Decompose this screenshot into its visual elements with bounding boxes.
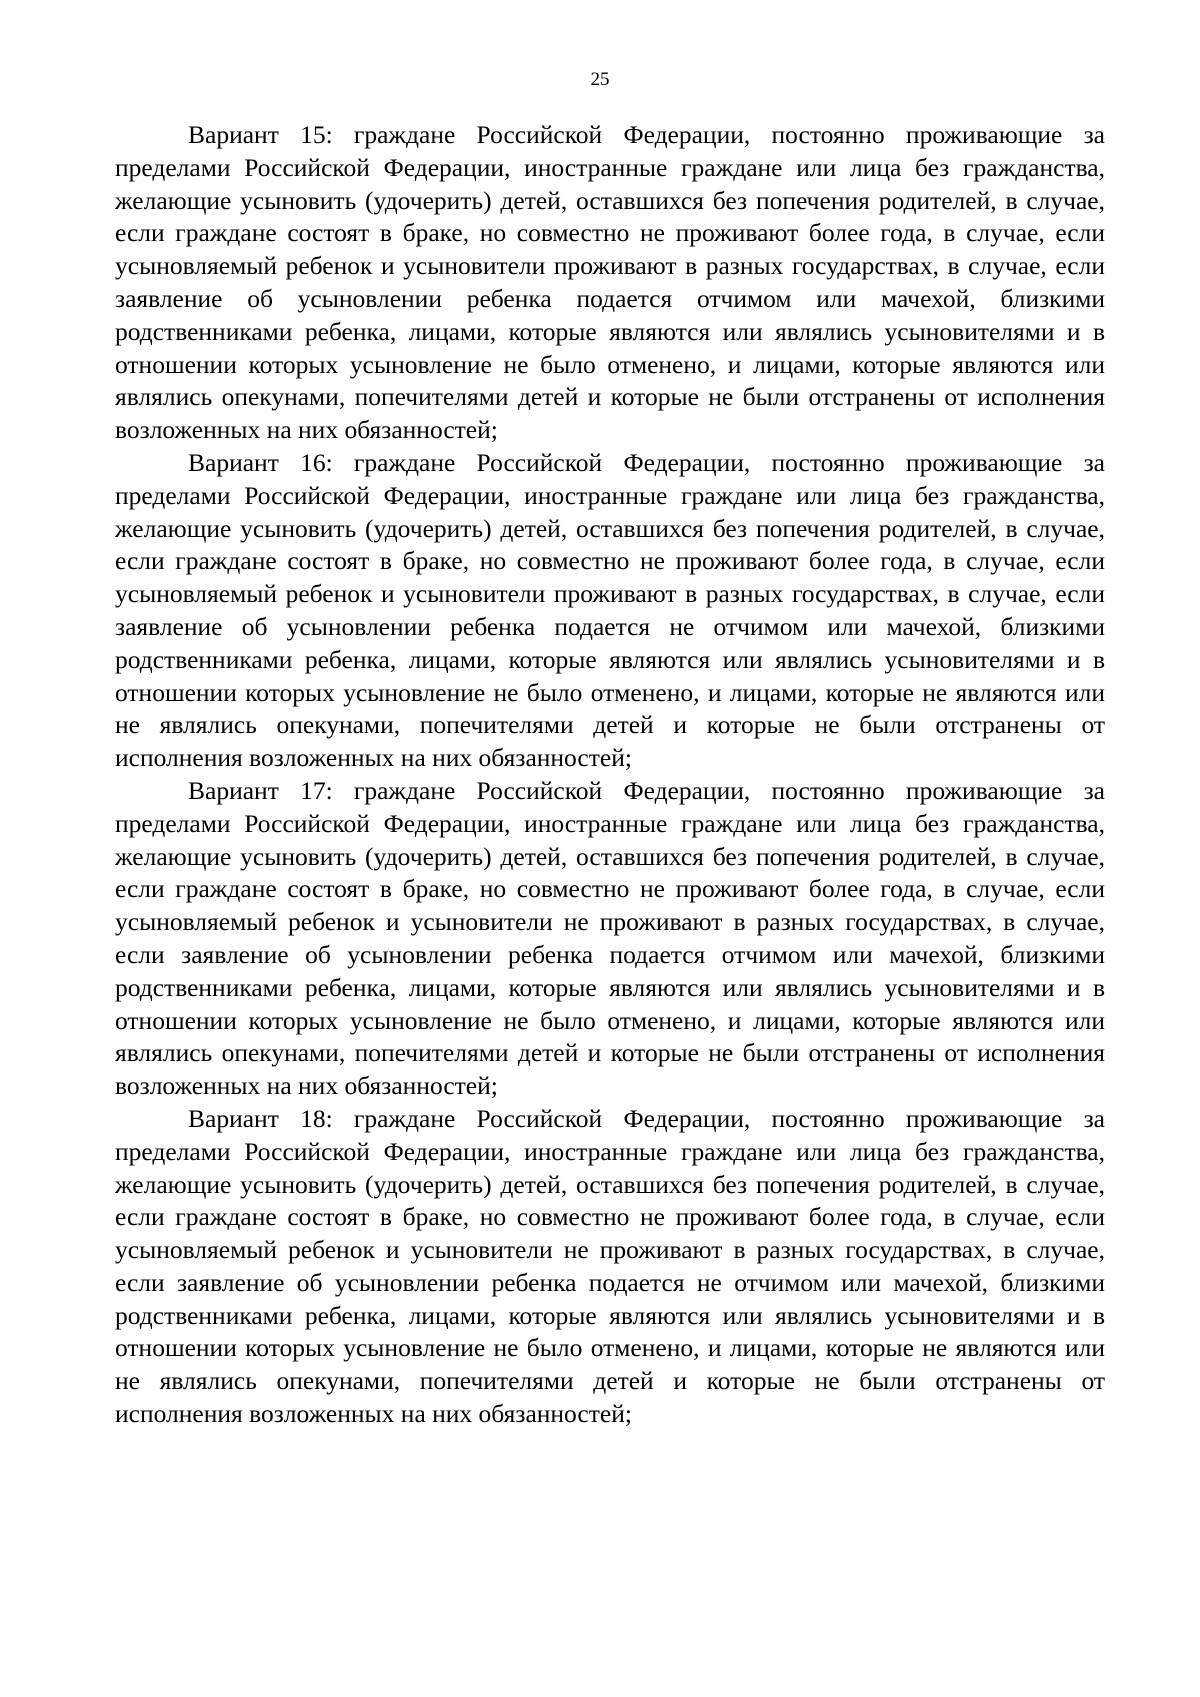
paragraph-variant-15: Вариант 15: граждане Российской Федерации, постоянно проживающие за пределами Российской Федерации, иностранные граждане или лица без гражданства, желающие усыновить (удочерить) детей, оставшихся без попечения родителей, в случае, если граждане состоят в браке, но совместно не проживают более года, в случае, если усыновляемый ребенок и усыновители проживают в разных государствах, в случае, если заявление об усыновлении ребенка подается отчимом или мачехой, близкими родственниками ребенка, лицами, которые являются или являлись усыновителями и в отношении которых усыновление не было отменено, и лицами, которые являются или являлись опекунами, попечителями детей и которые не были отстранены от исполнения возложенных на них обязанностей; — [115, 120, 1105, 445]
paragraph-variant-18: Вариант 18: граждане Российской Федерации, постоянно проживающие за пределами Российской Федерации, иностранные граждане или лица без гражданства, желающие усыновить (удочерить) детей, оставшихся без попечения родителей, в случае, если граждане состоят в браке, но совместно не проживают более года, в случае, если усыновляемый ребенок и усыновители не проживают в разных государствах, в случае, если заявление об усыновлении ребенка подается не отчимом или мачехой, близкими родственниками ребенка, лицами, которые являются или являлись усыновителями и в отношении которых усыновление не было отменено, и лицами, которые не являются или не являлись опекунами, попечителями детей и которые не были отстранены от исполнения возложенных на них обязанностей; — [115, 1103, 1105, 1429]
document-body — [115, 119, 1105, 1431]
page-number: 25 — [590, 69, 610, 90]
paragraph-variant-17: Вариант 17: граждане Российской Федерации, постоянно проживающие за пределами Российской Федерации, иностранные граждане или лица без гражданства, желающие усыновить (удочерить) детей, оставшихся без попечения родителей, в случае, если граждане состоят в браке, но совместно не проживают более года, в случае, если усыновляемый ребенок и усыновители не проживают в разных государствах, в случае, если заявление об усыновлении ребенка подается отчимом или мачехой, близкими родственниками ребенка, лицами, которые являются или являлись усыновителями и в отношении которых усыновление не было отменено, и лицами, которые являются или являлись опекунами, попечителями детей и которые не были отстранены от исполнения возложенных на них обязанностей; — [115, 775, 1105, 1101]
paragraph-variant-16: Вариант 16: граждане Российской Федерации, постоянно проживающие за пределами Российской Федерации, иностранные граждане или лица без гражданства, желающие усыновить (удочерить) детей, оставшихся без попечения родителей, в случае, если граждане состоят в браке, но совместно не проживают более года, в случае, если усыновляемый ребенок и усыновители проживают в разных государствах, в случае, если заявление об усыновлении ребенка подается не отчимом или мачехой, близкими родственниками ребенка, лицами, которые являются или являлись усыновителями и в отношении которых усыновление не было отменено, и лицами, которые не являются или не являлись опекунами, попечителями детей и которые не были отстранены от исполнения возложенных на них обязанностей; — [115, 447, 1105, 773]
